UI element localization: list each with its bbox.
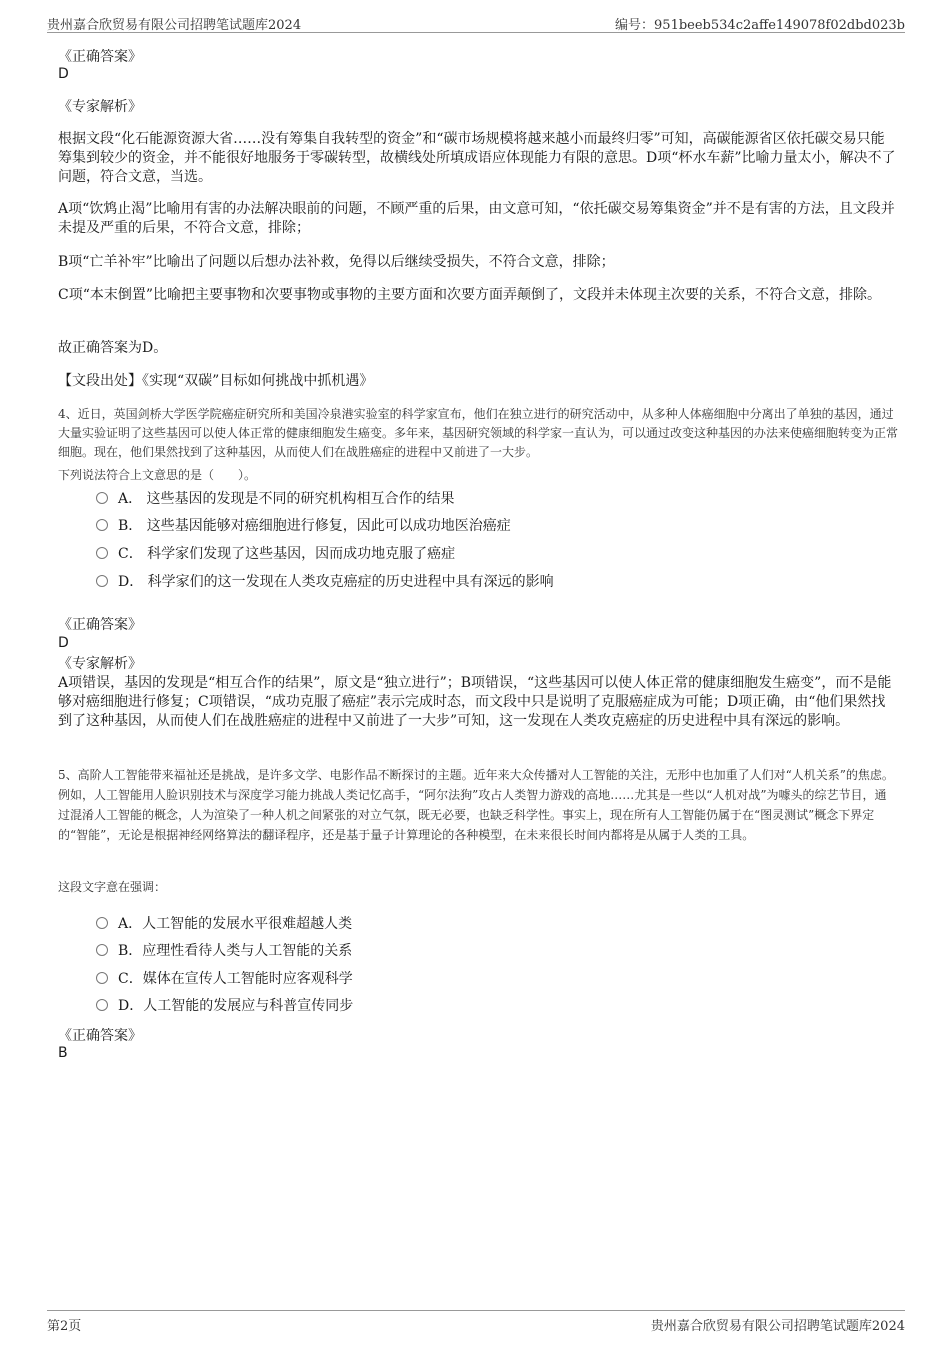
q4-option-b[interactable]: B． 这些基因能够对癌细胞进行修复，因此可以成功地医治癌症 <box>96 514 511 538</box>
q4-option-d[interactable]: D． 科学家们的这一发现在人类攻克癌症的历史进程中具有深远的影响 <box>96 570 554 594</box>
q3-answer: D <box>58 66 69 82</box>
radio-icon[interactable] <box>96 547 108 559</box>
q5-answer: B <box>58 1045 68 1061</box>
radio-icon[interactable] <box>96 917 108 929</box>
q5-stem: 5、高阶人工智能带来福祉还是挑战，是许多文学、电影作品不断探讨的主题。近年来大众传播对人工智能的关注，无形中也加重了人们对“人机关系”的焦虑。例如，人工智能用人脸识别技术与深度学习能力挑战人类记忆高手，“阿尔法狗”攻占人类智力游戏的高地……尤其是一些以“人机对战”为噱头的综艺节目，通过混淆人工智能的概念，人为渲染了一种人机之间紧张的对立气氛，既无必要，也缺乏科学性。事实上，现在所有人工智能仍属于在“图灵测试”概念下界定的“智能”，无论是根据神经网络算法的翻译程序，还是基于量子计算理论的各种模型，在未来很长时间内都将是从属于人类的工具。 <box>58 768 894 842</box>
radio-icon[interactable] <box>96 519 108 531</box>
page-number: 第2页 <box>47 1319 82 1334</box>
header-title: 贵州嘉合欣贸易有限公司招聘笔试题库2024 <box>47 18 302 33</box>
q3-para-2: A项“饮鸩止渴”比喻用有害的办法解决眼前的问题，不顾严重的后果，由文意可知，“依托碳交易筹集资金”并不是有害的方法，且文段并未提及严重的后果，不符合文意，排除； <box>58 201 895 236</box>
q4-analysis-label: 《专家解析》 <box>58 656 142 672</box>
footer-title: 贵州嘉合欣贸易有限公司招聘笔试题库2024 <box>650 1319 905 1334</box>
header-code: 编号：951beeb534c2affe149078f02dbd023b <box>615 18 905 33</box>
radio-icon[interactable] <box>96 972 108 984</box>
q5-option-a[interactable]: A．人工智能的发展水平很难超越人类 <box>96 912 352 936</box>
radio-icon[interactable] <box>96 492 108 504</box>
q5-answer-label: 《正确答案》 <box>58 1028 142 1044</box>
radio-icon[interactable] <box>96 575 108 587</box>
q3-source: 【文段出处】《实现“双碳”目标如何挑战中抓机遇》 <box>58 373 374 389</box>
q3-analysis-label: 《专家解析》 <box>58 99 142 115</box>
q5-option-b[interactable]: B．应理性看待人类与人工智能的关系 <box>96 939 352 963</box>
radio-icon[interactable] <box>96 944 108 956</box>
q4-analysis: A项错误，基因的发现是“相互合作的结果”，原文是“独立进行”；B项错误，“这些基因可以使人体正常的健康细胞发生癌变”，而不是能够对癌细胞进行修复；C项错误，“成功克服了癌症”表示完成时态，而文段中只是说明了克服癌症成为可能；D项正确，由“他们果然找到了这种基因，从而使人们在战胜癌症的进程中又前进了一大步”可知，这一发现在人类攻克癌症的历史进程中具有深远的影响。 <box>58 675 892 729</box>
q4-stem: 4、近日，英国剑桥大学医学院癌症研究所和美国冷泉港实验室的科学家宣布，他们在独立进行的研究活动中，从多种人体癌细胞中分离出了单独的基因，通过大量实验证明了这些基因可以使人体正常的健康细胞发生癌变。多年来，基因研究领域的科学家一直认为，可以通过改变这种基因的办法来使癌细胞转变为正常细胞。现在，他们果然找到了这种基因，从而使人们在战胜癌症的进程中又前进了一大步。 <box>58 407 899 459</box>
radio-icon[interactable] <box>96 999 108 1011</box>
q3-para-5: 故正确答案为D。 <box>58 340 168 356</box>
q3-para-1: 根据文段“化石能源资源大省……没有筹集自我转型的资金”和“碳市场规模将越来越小而最终归零”可知，高碳能源省区依托碳交易只能筹集到较少的资金，并不能很好地服务于零碳转型，故横线处所填成语应体现能力有限的意思。D项“杯水车薪”比喻力量太小，解决不了问题，符合文意，当选。 <box>58 131 896 185</box>
q3-para-3: B项“亡羊补牢”比喻出了问题以后想办法补救，免得以后继续受损失，不符合文意，排除； <box>58 254 615 270</box>
q4-option-c[interactable]: C． 科学家们发现了这些基因，因而成功地克服了癌症 <box>96 542 455 566</box>
q4-answer-label: 《正确答案》 <box>58 617 142 633</box>
q5-question: 这段文字意在强调： <box>58 880 167 894</box>
q5-option-c[interactable]: C．媒体在宣传人工智能时应客观科学 <box>96 967 353 991</box>
q4-option-a[interactable]: A． 这些基因的发现是不同的研究机构相互合作的结果 <box>96 487 455 511</box>
page-footer <box>47 1310 905 1334</box>
q5-option-d[interactable]: D．人工智能的发展应与科普宣传同步 <box>96 994 353 1018</box>
q4-question: 下列说法符合上文意思的是（ ）。 <box>58 468 257 482</box>
q3-answer-label: 《正确答案》 <box>58 49 142 65</box>
q3-para-4: C项“本末倒置”比喻把主要事物和次要事物或事物的主要方面和次要方面弄颠倒了，文段并未体现主次要的关系，不符合文意，排除。 <box>58 287 882 303</box>
q4-answer: D <box>58 635 69 651</box>
page-header <box>47 12 905 33</box>
